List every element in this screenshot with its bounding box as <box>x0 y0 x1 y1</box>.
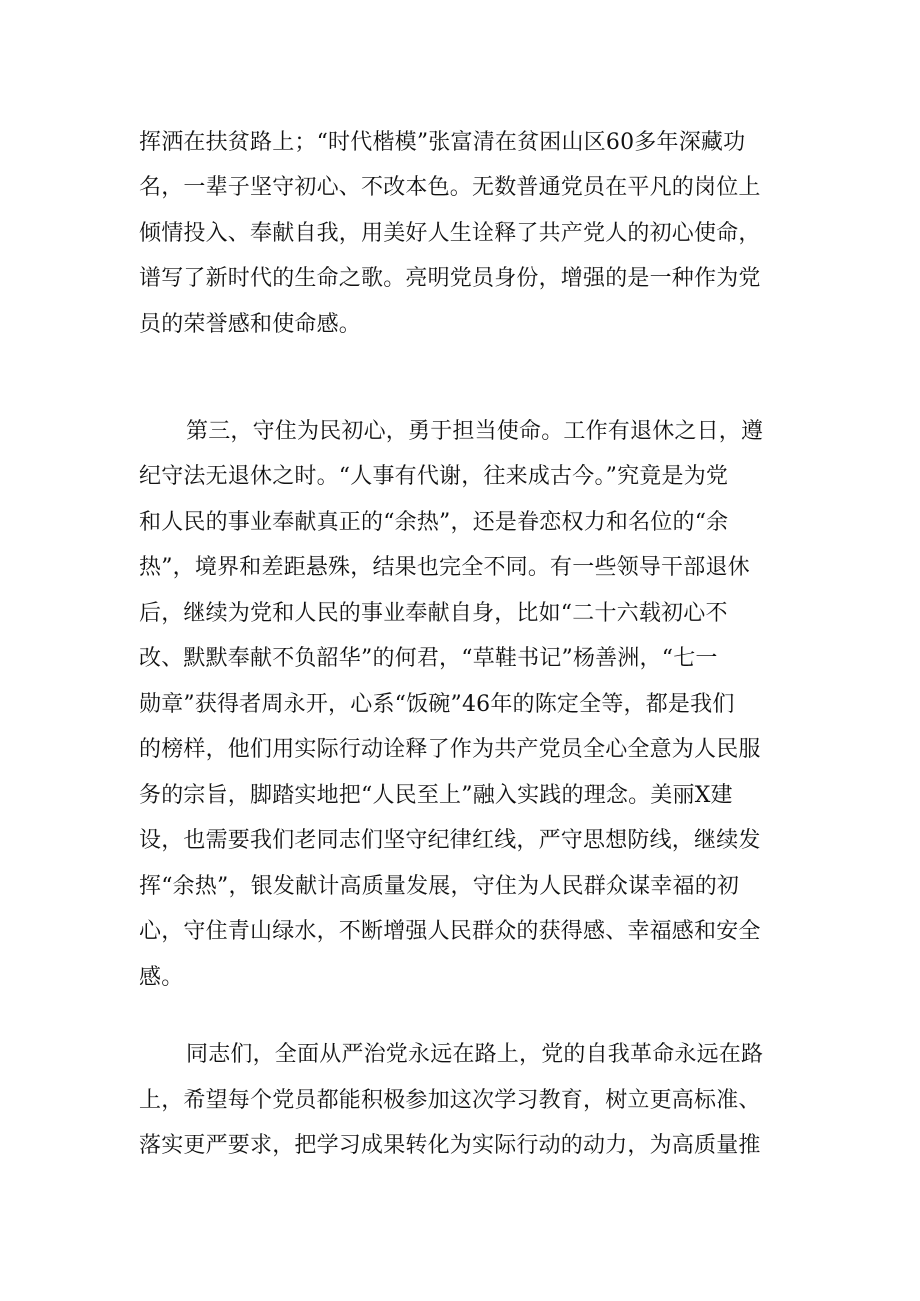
text-line: 设，也需要我们老同志们坚守纪律红线，严守思想防线，继续发 <box>139 828 761 853</box>
text-line: 谱写了新时代的生命之歌。亮明党员身份，增强的是一种作为党 <box>139 266 761 291</box>
text-line: 纪守法无退休之时。“人事有代谢，往来成古今。”究竟是为党 <box>139 464 729 489</box>
text-line: 落实更严要求，把学习成果转化为实际行动的动力，为高质量推 <box>139 1133 761 1158</box>
text-line: 倾情投入、奉献自我，用美好人生诠释了共产党人的初心使命， <box>139 221 761 246</box>
text-line: 同志们，全面从严治党永远在路上，党的自我革命永远在路 <box>186 1042 764 1067</box>
text-line: 后，继续为党和人民的事业奉献自身，比如“二十六载初心不 <box>139 601 728 626</box>
text-line: 上，希望每个党员都能积极参加这次学习教育，树立更高标准、 <box>139 1088 761 1113</box>
text-line: 的榜样，他们用实际行动诠释了作为共产党员全心全意为人民服 <box>139 737 761 762</box>
text-line: 第三，守住为民初心，勇于担当使命。工作有退休之日，遵 <box>186 419 764 444</box>
text-line: 热”，境界和差距悬殊，结果也完全不同。有一些领导干部退休 <box>139 555 750 580</box>
text-line: 名，一辈子坚守初心、不改本色。无数普通党员在平凡的岗位上 <box>139 175 761 200</box>
text-line: 务的宗旨，脚踏实地把“人民至上”融入实践的理念。美丽X建 <box>139 783 733 808</box>
text-line: 挥洒在扶贫路上；“时代楷模”张富清在贫困山区60多年深藏功 <box>139 130 746 155</box>
text-line: 挥“余热”，银发献计高质量发展，守住为人民群众谋幸福的初 <box>139 874 740 899</box>
text-line: 改、默默奉献不负韶华”的何君，“草鞋书记”杨善洲，“七一 <box>139 646 718 671</box>
text-line: 员的荣誉感和使命感。 <box>139 312 362 337</box>
text-line: 勋章”获得者周永开，心系“饭碗”46年的陈定全等，都是我们 <box>139 692 735 717</box>
text-line: 心，守住青山绿水，不断增强人民群众的获得感、幸福感和安全 <box>139 919 761 944</box>
text-line: 感。 <box>139 965 184 990</box>
text-line: 和人民的事业奉献真正的“余热”，还是眷恋权力和名位的“余 <box>139 510 729 535</box>
